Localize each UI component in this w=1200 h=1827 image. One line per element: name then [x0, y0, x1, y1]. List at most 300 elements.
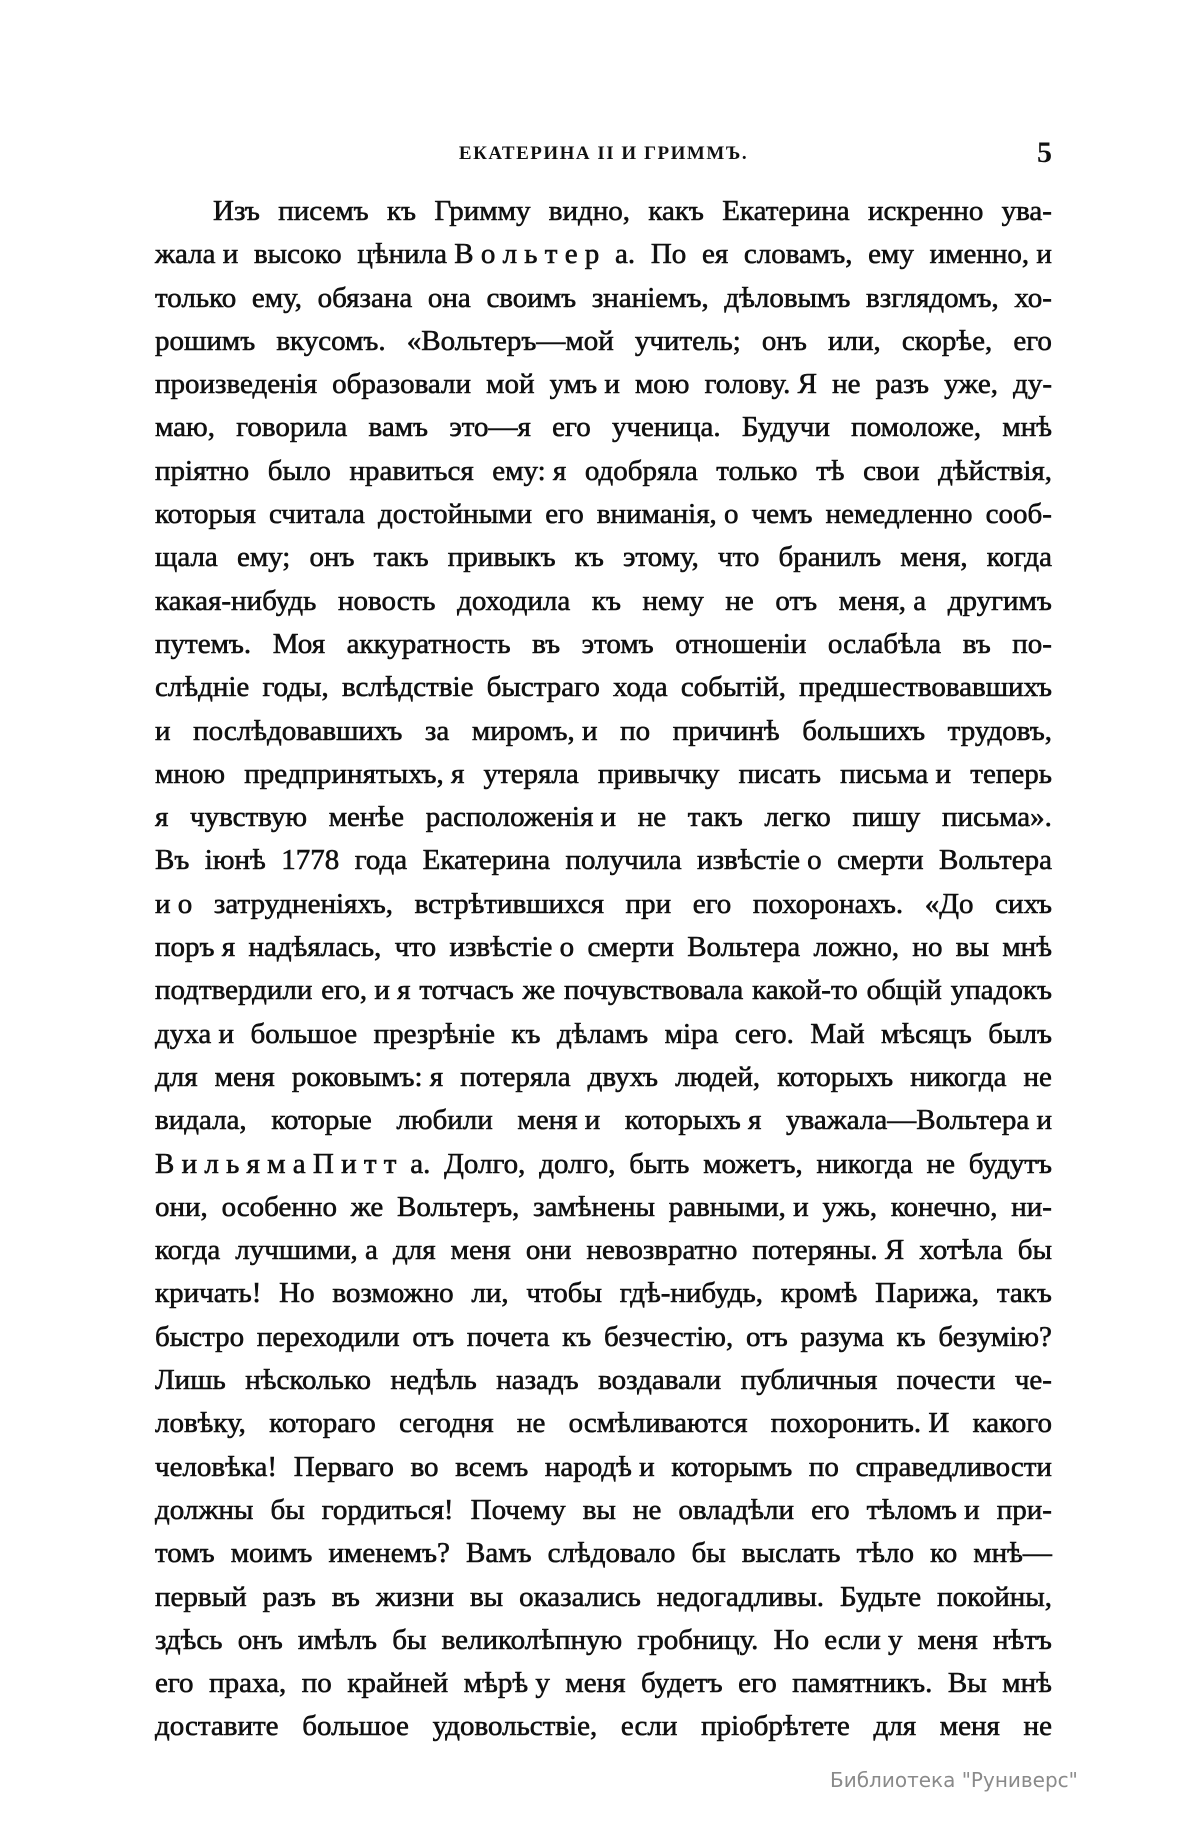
word: другимъ — [947, 584, 1052, 617]
word: быстраго — [486, 671, 600, 704]
word: человѣка! — [155, 1450, 278, 1483]
text-line — [155, 926, 1052, 969]
word: не — [516, 1407, 546, 1440]
word: извѣстіе о — [449, 931, 575, 964]
word: Но — [279, 1277, 315, 1310]
word: доставите — [155, 1710, 279, 1743]
word: предпринятыхъ, я — [244, 757, 465, 790]
word: публичныя — [740, 1364, 878, 1397]
word: рошимъ — [155, 324, 256, 357]
word: общій — [866, 974, 942, 1007]
word: вслѣдствіе — [341, 671, 474, 704]
word: меня, — [900, 541, 968, 574]
word: когда — [155, 1234, 221, 1267]
word: почести — [896, 1364, 996, 1397]
word: дѣламъ — [556, 1017, 649, 1050]
word: меня — [917, 1623, 978, 1656]
word: отъ — [775, 584, 818, 617]
word: къ — [511, 1017, 541, 1050]
text-line — [155, 1619, 1052, 1662]
word: къ — [591, 584, 621, 617]
word: сегодня — [399, 1407, 494, 1440]
word: причинѣ — [672, 714, 780, 747]
text-line — [155, 1359, 1052, 1402]
word: было — [267, 454, 331, 487]
word: въ — [331, 1580, 360, 1613]
word: крайней — [347, 1667, 449, 1700]
word: годы, — [262, 671, 329, 704]
word: любили — [396, 1104, 493, 1137]
word: Изъ — [213, 195, 260, 227]
word: къ — [896, 1320, 926, 1353]
word: сооб- — [985, 498, 1052, 531]
word: ли, — [471, 1277, 509, 1310]
word: смерти — [587, 931, 674, 964]
word: уважала—Вольтера и — [786, 1104, 1052, 1137]
word: хода — [612, 671, 668, 704]
word: своимъ — [486, 281, 577, 314]
word: Вольтера — [939, 844, 1052, 877]
word: какой-то — [752, 974, 858, 1007]
word: а. — [410, 1147, 431, 1180]
word: первый — [155, 1580, 247, 1613]
word: іюнѣ — [204, 844, 266, 877]
word: они — [525, 1234, 572, 1267]
word: его — [155, 1667, 194, 1700]
word: недогадливы. — [656, 1580, 825, 1613]
word: Лишь — [155, 1364, 226, 1397]
running-title: ЕКАТЕРИНА II И ГРИММЪ. — [458, 143, 749, 164]
word: онъ — [761, 324, 807, 357]
word: слѣдовало — [547, 1537, 676, 1570]
word: чемъ — [751, 498, 813, 531]
word: надѣялась, — [248, 931, 382, 964]
word: ува- — [1001, 195, 1052, 227]
word: его — [1013, 324, 1052, 357]
word: былъ — [988, 1017, 1052, 1050]
word: по — [620, 714, 651, 747]
word: теперь — [970, 757, 1052, 790]
word: меня — [214, 1060, 275, 1093]
word: какая-нибудь — [155, 584, 317, 617]
word: Перваго — [293, 1450, 394, 1483]
word: по- — [1012, 627, 1052, 660]
word: къ — [386, 195, 417, 227]
word: бы — [270, 1493, 305, 1526]
word: что — [394, 931, 437, 964]
word: мною — [155, 757, 226, 790]
word: и о — [155, 887, 193, 920]
word: меня — [939, 1710, 1000, 1743]
word: которыхъ я — [624, 1104, 762, 1137]
word: легко — [764, 801, 831, 834]
word: лучшими, а — [235, 1234, 378, 1267]
word: писать — [738, 757, 821, 790]
word: по — [301, 1667, 332, 1700]
word: ужь, — [822, 1190, 878, 1223]
word: ему: я — [492, 454, 567, 487]
word: его, и я — [321, 974, 411, 1007]
word: бы — [691, 1537, 726, 1570]
word: меня и — [517, 1104, 601, 1137]
word: безчестію, — [604, 1320, 734, 1353]
word: похоронить. И — [770, 1407, 950, 1440]
word: нѣтъ — [992, 1623, 1052, 1656]
word: словамъ, — [743, 238, 853, 271]
word: котораго — [269, 1407, 376, 1440]
word: кричать! — [155, 1277, 262, 1310]
word: ея — [701, 238, 729, 271]
word: свои — [863, 454, 920, 487]
text-line — [155, 1143, 1052, 1186]
word: никогда — [816, 1147, 913, 1180]
word: писемъ — [278, 195, 369, 227]
word: потеряла — [460, 1060, 571, 1093]
word: В и л ь я м а П и т т — [155, 1147, 397, 1180]
text-line — [155, 1316, 1052, 1359]
word: кромѣ — [780, 1277, 858, 1310]
word: трудовъ, — [947, 714, 1052, 747]
word: какого — [972, 1407, 1052, 1440]
word: уже, — [944, 368, 998, 401]
word: тѣломъ и — [866, 1493, 980, 1526]
word: въ — [962, 627, 991, 660]
word: знаніемъ, — [591, 281, 709, 314]
word: большое — [302, 1710, 409, 1743]
word: ни- — [1011, 1190, 1052, 1223]
word: видно, — [548, 195, 631, 227]
word: а. — [615, 238, 636, 271]
word: мнѣ — [1002, 931, 1052, 964]
word: этомъ — [581, 627, 654, 660]
word: говорила — [236, 411, 348, 444]
text-line — [155, 363, 1052, 406]
word: мою — [634, 368, 690, 401]
word: онъ — [309, 541, 355, 574]
word: разъ — [262, 1580, 316, 1613]
word: тѣло — [856, 1537, 914, 1570]
word: послѣдовавшихъ — [193, 714, 403, 747]
word: только — [716, 454, 798, 487]
word: будутъ — [968, 1147, 1052, 1180]
word: которыя — [155, 498, 256, 531]
word: предшествовавшихъ — [799, 671, 1052, 704]
word: что — [718, 541, 760, 574]
running-head — [155, 136, 1052, 170]
word: къ — [562, 1320, 592, 1353]
word: разума — [800, 1320, 884, 1353]
word: людей, — [675, 1060, 761, 1093]
word: Будьте — [840, 1580, 922, 1613]
word: событій, — [680, 671, 786, 704]
word: должны — [155, 1493, 254, 1526]
word: ду- — [1013, 368, 1052, 401]
word: пріятно — [155, 454, 250, 487]
word: менѣе — [328, 801, 405, 834]
word: большихъ — [802, 714, 926, 747]
word: искренно — [867, 195, 984, 227]
word: равными, и — [668, 1190, 809, 1223]
word: безумію? — [938, 1320, 1052, 1353]
word: будетъ — [641, 1667, 723, 1700]
word: не — [1023, 1060, 1052, 1093]
text-line — [155, 710, 1052, 753]
word: встрѣтившихся — [414, 887, 604, 920]
word: потеряны. Я — [752, 1234, 905, 1267]
word: вамъ — [368, 411, 429, 444]
word: цѣнила В о л ь т е р — [357, 238, 600, 271]
word: его — [811, 1493, 850, 1526]
word: Гримму — [434, 195, 531, 227]
word: этому, — [622, 541, 699, 574]
word: гробницу. — [637, 1623, 759, 1656]
text-line — [155, 190, 1052, 233]
word: именемъ? — [328, 1537, 450, 1570]
word: бы — [392, 1623, 427, 1656]
word: только — [155, 281, 237, 314]
word: роковымъ: я — [291, 1060, 444, 1093]
word: образовали — [332, 368, 472, 401]
word: ложно, — [813, 931, 900, 964]
word: немедленно — [825, 498, 973, 531]
word: «До — [924, 887, 974, 920]
word: отъ — [412, 1320, 455, 1353]
word: же — [350, 1190, 384, 1223]
word: ученица. — [611, 411, 721, 444]
word: похоронахъ. — [752, 887, 904, 920]
text-line — [155, 1099, 1052, 1142]
word: для — [155, 1060, 198, 1093]
word: они, — [155, 1190, 208, 1223]
word: учитель; — [634, 324, 741, 357]
word: особенно — [221, 1190, 337, 1223]
word: поръ я — [155, 931, 236, 964]
word: двухъ — [587, 1060, 659, 1093]
word: получила — [565, 844, 682, 877]
word: мой — [486, 368, 535, 401]
word: нему — [642, 584, 704, 617]
word: если — [620, 1710, 678, 1743]
word: Вы — [947, 1667, 987, 1700]
word: «Вольтеръ—мой — [406, 324, 614, 357]
text-line — [155, 1056, 1052, 1099]
text-line — [155, 1013, 1052, 1056]
word: Долго, — [444, 1147, 526, 1180]
word: если у — [824, 1623, 903, 1656]
text-line — [155, 839, 1052, 882]
word: привыкъ — [447, 541, 556, 574]
word: возможно — [332, 1277, 454, 1310]
word: при — [625, 887, 672, 920]
word: Вольтера — [687, 931, 801, 964]
word: достойными — [378, 498, 533, 531]
text-line — [155, 623, 1052, 666]
text-line — [155, 1229, 1052, 1272]
word: осмѣливаются — [568, 1407, 748, 1440]
word: мнѣ— — [973, 1537, 1052, 1570]
word: видала, — [155, 1104, 247, 1137]
word: слѣдніе — [155, 671, 250, 704]
word: не — [725, 584, 754, 617]
word: Будучи — [741, 411, 830, 444]
word: сихъ — [995, 887, 1052, 920]
word: ему; — [236, 541, 291, 574]
word: назадъ — [496, 1364, 579, 1397]
word: аккуратность — [346, 627, 511, 660]
text-line — [155, 1705, 1052, 1748]
word: мнѣ — [1002, 1667, 1052, 1700]
word: или, — [828, 324, 881, 357]
text-line — [155, 1446, 1052, 1489]
word: удовольствіе, — [432, 1710, 598, 1743]
word: одобряла — [584, 454, 698, 487]
word: гордиться! — [321, 1493, 454, 1526]
word: почувствовала — [564, 974, 744, 1007]
word: оказались — [519, 1580, 641, 1613]
word: какъ — [648, 195, 704, 227]
word: Екатерина — [722, 195, 850, 227]
text-line — [155, 1662, 1052, 1705]
word: большое — [250, 1017, 358, 1050]
word: затрудненіяхъ, — [213, 887, 394, 920]
text-line — [155, 536, 1052, 579]
word: переходили — [256, 1320, 400, 1353]
word: меня, а — [838, 584, 927, 617]
word: голову. Я — [704, 368, 817, 401]
text-line — [155, 796, 1052, 839]
word: жала и — [155, 238, 239, 271]
word: почета — [466, 1320, 550, 1353]
word: подтвердили — [155, 974, 313, 1007]
text-line — [155, 580, 1052, 623]
word: 1778 — [281, 844, 340, 877]
word: за — [424, 714, 450, 747]
word: меня — [565, 1667, 626, 1700]
word: путемъ. — [155, 627, 252, 660]
word: недѣль — [390, 1364, 477, 1397]
word: не — [637, 801, 667, 834]
text-line — [155, 1272, 1052, 1315]
word: онъ — [237, 1623, 283, 1656]
word: которымъ — [671, 1450, 793, 1483]
word: Май — [810, 1017, 865, 1050]
word: жизни — [375, 1580, 454, 1613]
word: ему — [868, 238, 914, 271]
word: именно, и — [929, 238, 1052, 271]
word: которыхъ — [777, 1060, 894, 1093]
word: письма и — [840, 757, 952, 790]
word: сего. — [734, 1017, 794, 1050]
word: не — [832, 368, 861, 401]
word: утеряла — [483, 757, 579, 790]
word: бы — [1017, 1234, 1052, 1267]
word: ослабѣла — [827, 627, 942, 660]
word: мѣрѣ у — [463, 1667, 550, 1700]
text-line — [155, 233, 1052, 276]
word: презрѣніе — [373, 1017, 495, 1050]
word: упадокъ — [950, 974, 1052, 1007]
word: считала — [268, 498, 365, 531]
word: долго, — [539, 1147, 616, 1180]
word: его — [552, 411, 591, 444]
word: ловѣку, — [155, 1407, 246, 1440]
text-line — [155, 969, 1052, 1012]
word: Парижа, — [875, 1277, 980, 1310]
word: произведенія — [155, 368, 318, 401]
word: меня — [450, 1234, 511, 1267]
word: письма». — [941, 801, 1052, 834]
word: его — [738, 1667, 777, 1700]
word: невозвратно — [586, 1234, 738, 1267]
text-line — [155, 406, 1052, 449]
text-line — [155, 1402, 1052, 1445]
text-line — [155, 1186, 1052, 1229]
word: гдѣ-нибудь, — [619, 1277, 763, 1310]
word: чтобы — [526, 1277, 602, 1310]
word: народѣ и — [544, 1450, 655, 1483]
text-line — [155, 883, 1052, 926]
word: но — [912, 931, 943, 964]
word: при- — [996, 1493, 1052, 1526]
word: никогда — [910, 1060, 1007, 1093]
word: такъ — [687, 801, 743, 834]
body-text — [155, 190, 1052, 1749]
word: нравиться — [349, 454, 474, 487]
word: привычку — [597, 757, 720, 790]
word: справедливости — [855, 1450, 1052, 1483]
word: пишу — [852, 801, 921, 834]
text-line — [155, 1576, 1052, 1619]
word: дѣловымъ — [724, 281, 851, 314]
word: міра — [664, 1017, 719, 1050]
word: по — [808, 1450, 839, 1483]
word: всемъ — [455, 1450, 529, 1483]
word: это—я — [449, 411, 531, 444]
word: отношеніи — [675, 627, 807, 660]
word: такъ — [373, 541, 429, 574]
word: ему, — [251, 281, 302, 314]
word: праха, — [209, 1667, 287, 1700]
word: для — [873, 1710, 917, 1743]
word: вкусомъ. — [276, 324, 386, 357]
word: во — [410, 1450, 439, 1483]
word: я — [155, 801, 169, 834]
word: къ — [574, 541, 604, 574]
page-number: 5 — [1037, 136, 1052, 169]
word: мѣсяцъ — [880, 1017, 972, 1050]
word: моимъ — [230, 1537, 313, 1570]
word: такъ — [996, 1277, 1052, 1310]
word: вы — [582, 1493, 616, 1526]
word: миромъ, и — [471, 714, 598, 747]
word: отъ — [745, 1320, 788, 1353]
word: можетъ, — [703, 1147, 803, 1180]
word: высоко — [253, 238, 342, 271]
word: не — [1023, 1710, 1052, 1743]
text-line — [155, 753, 1052, 796]
word: доходила — [457, 584, 571, 617]
word: его — [692, 887, 732, 920]
word: въ — [532, 627, 561, 660]
word: вы — [955, 931, 989, 964]
word: вы — [469, 1580, 504, 1613]
word: мнѣ — [1002, 411, 1052, 444]
word: умъ и — [549, 368, 620, 401]
word: его — [545, 498, 584, 531]
word: Моя — [272, 627, 326, 660]
word: Екатерина — [422, 844, 551, 877]
word: ко — [930, 1537, 958, 1570]
